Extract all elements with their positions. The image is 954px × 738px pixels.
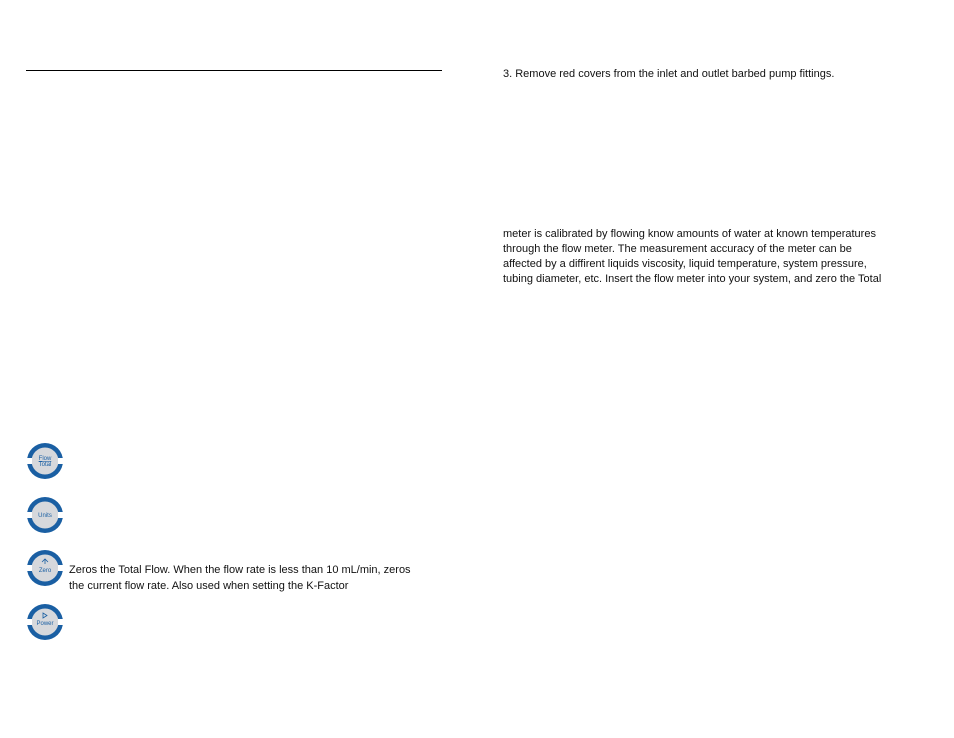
paragraph-line: affected by a diffirent liquids viscosity, liquid temperature, system pressure,: [503, 258, 867, 270]
paragraph-line: through the flow meter. The measurement accuracy of the meter can be: [503, 243, 852, 255]
paragraph-line: tubing diameter, etc. Insert the flow meter into your system, and zero the Total: [503, 273, 882, 285]
step-3-text: 3. Remove red covers from the inlet and outlet barbed pump fittings.: [503, 68, 835, 80]
zero-button-icon: [26, 549, 64, 587]
total-label: Total: [38, 462, 52, 468]
zero-description: [69, 562, 454, 594]
units-button-icon: [26, 496, 64, 534]
flow-total-button-icon: [26, 442, 64, 480]
paragraph-line: meter is calibrated by flowing know amounts of water at known temperatures: [503, 228, 876, 240]
calibration-paragraph: [503, 227, 933, 287]
power-label: Power: [36, 621, 54, 627]
flow-label: Flow: [38, 456, 52, 462]
zero-desc-line: Zeros the Total Flow. When the flow rate is less than 10 mL/min, zeros: [69, 564, 411, 576]
units-label: Units: [38, 513, 52, 519]
power-button-icon: [26, 603, 64, 641]
section-divider-line: [26, 70, 442, 71]
zero-desc-line: the current flow rate. Also used when setting the K-Factor: [69, 580, 349, 592]
zero-label: Zero: [38, 568, 52, 574]
